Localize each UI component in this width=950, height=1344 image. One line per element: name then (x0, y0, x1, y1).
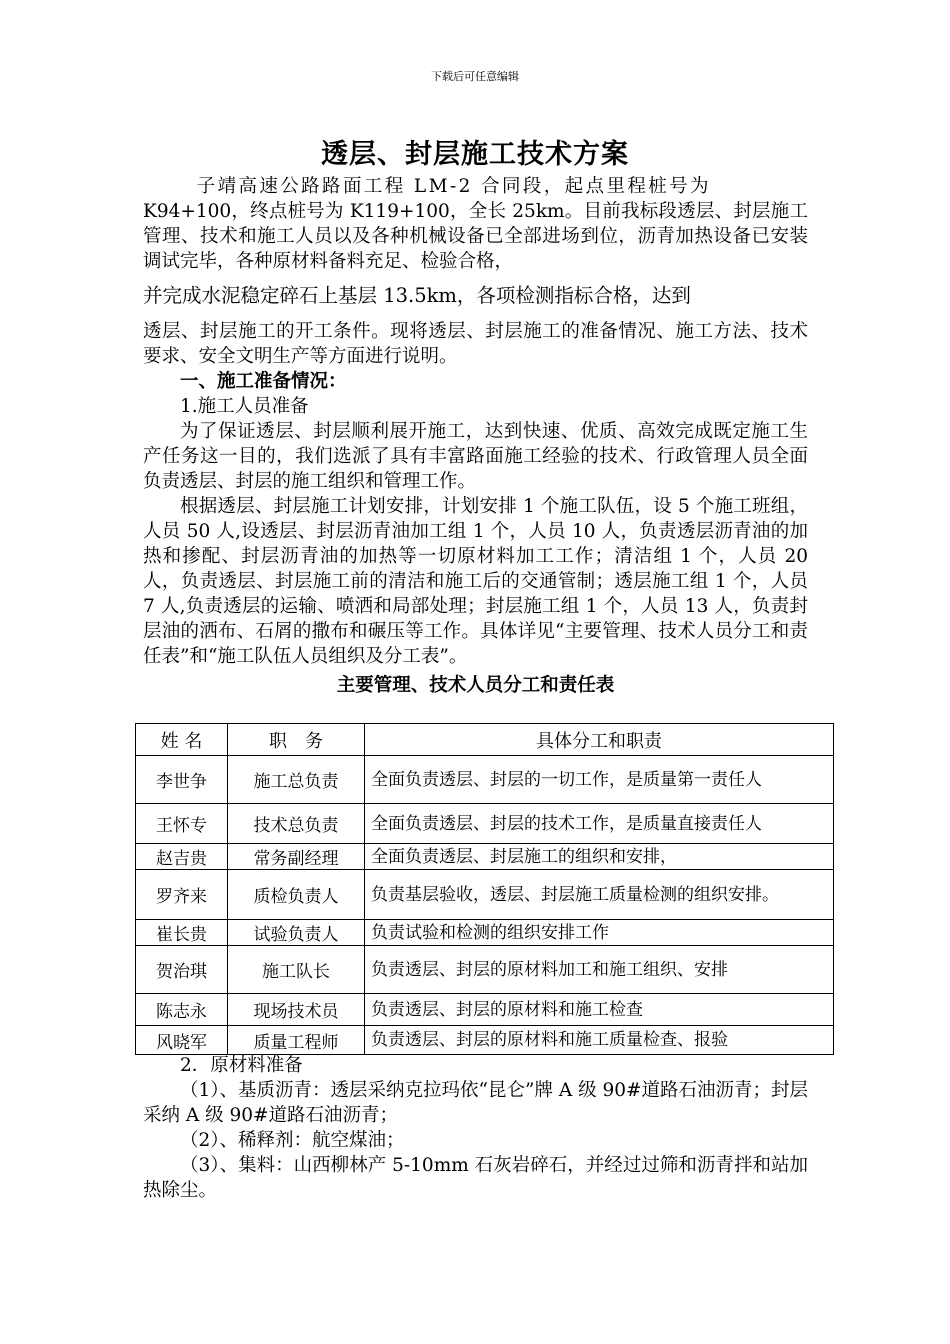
cell-name: 赵吉贵 (136, 844, 228, 870)
cell-duty: 负责透层、封层的原材料和施工质量检查、报验 (365, 1026, 834, 1055)
materials-block (143, 1053, 808, 1203)
section1-para1: 为了保证透层、封层顺利展开施工，达到快速、优质、高效完成既定施工生产任务这一目的，我们选派了具有丰富路面施工经验的技术、行政管理人员全面负责透层、封层的施工组织和管理工作。 (143, 421, 808, 492)
table-row (136, 804, 834, 844)
header-duty: 具体分工和职责 (365, 724, 834, 756)
cell-name: 崔长贵 (136, 920, 228, 946)
cell-role: 质量工程师 (228, 1026, 365, 1055)
cell-name: 贺治琪 (136, 946, 228, 994)
table-row (136, 1026, 834, 1055)
table-row (136, 870, 834, 920)
table-title: 主要管理、技术人员分工和责任表 (336, 675, 615, 696)
cell-name: 风晓军 (136, 1026, 228, 1055)
intro-line-1: 子靖高速公路路面工程 LM-2 合同段，起点里程桩号为 (196, 176, 711, 197)
table-row (136, 994, 834, 1026)
cell-role: 技术总负责 (228, 804, 365, 844)
cell-duty: 负责透层、封层的原材料和施工检查 (365, 994, 834, 1026)
table-header-row (136, 724, 834, 756)
cell-name: 罗齐来 (136, 870, 228, 920)
cell-role: 常务副经理 (228, 844, 365, 870)
cell-role: 现场技术员 (228, 994, 365, 1026)
cell-duty: 负责试验和检测的组织安排工作 (365, 920, 834, 946)
section2-sub2: 2．原材料准备 (180, 1055, 303, 1076)
section1-para2: 根据透层、封层施工计划安排，计划安排 1 个施工队伍，设 5 个施工班组，人员 50 人,设透层、封层沥青油加工组 1 个，人员 10 人，负责透层沥青油的加热和掺配、封层沥青油的加热等一切原材料加工工作；清洁组 1 个，人员 20 人，负责透层、封层施工前的清洁和施工后的交通管制；透层施工组 1 个，人员 7 人,负责透层的运输、喷洒和局部处理；封层施工组 1 个，人员 13 人，负责封层油的洒布、石屑的撒布和碾压等工作。具体详见“主要管理、技术人员分工和责任表”和“施工队伍人员组织及分工表”。 (143, 496, 808, 667)
cell-role: 施工队长 (228, 946, 365, 994)
header-name: 姓 名 (136, 724, 228, 756)
section1-heading: 一、施工准备情况： (180, 371, 347, 392)
cell-role: 施工总负责 (228, 756, 365, 804)
intro-line-6: 透层、封层施工的开工条件。现将透层、封层施工的准备情况、施工方法、技术要求、安全文明生产等方面进行说明。 (143, 321, 808, 367)
document-title: 透层、封层施工技术方案 (321, 139, 629, 170)
table-row (136, 756, 834, 804)
table-row (136, 844, 834, 870)
material-item-1: （1）、基质沥青：透层采纳克拉玛依“昆仑”牌 A 级 90#道路石油沥青；封层采纳 A 级 90#道路石油沥青； (143, 1080, 808, 1126)
cell-name: 李世争 (136, 756, 228, 804)
cell-duty: 负责透层、封层的原材料加工和施工组织、安排 (365, 946, 834, 994)
cell-name: 王怀专 (136, 804, 228, 844)
cell-duty: 全面负责透层、封层施工的组织和安排， (365, 844, 834, 870)
material-item-2: （2）、稀释剂：航空煤油； (180, 1130, 405, 1151)
header-note: 下载后可任意编辑 (431, 70, 519, 83)
intro-block (143, 174, 808, 698)
table-row (136, 920, 834, 946)
table-row (136, 946, 834, 994)
cell-duty: 全面负责透层、封层的技术工作，是质量直接责任人 (365, 804, 834, 844)
cell-name: 陈志永 (136, 994, 228, 1026)
section1-sub1: 1.施工人员准备 (180, 396, 309, 417)
cell-duty: 负责基层验收，透层、封层施工质量检测的组织安排。 (365, 870, 834, 920)
cell-duty: 全面负责透层、封层的一切工作，是质量第一责任人 (365, 756, 834, 804)
cell-role: 试验负责人 (228, 920, 365, 946)
cell-role: 质检负责人 (228, 870, 365, 920)
intro-line-5: 并完成水泥稳定碎石上基层 13.5km，各项检测指标合格，达到 (143, 284, 691, 307)
header-role: 职 务 (228, 724, 365, 756)
intro-paragraph-rest: K94+100，终点桩号为 K119+100，全长 25km。目前我标段透层、封层施工管理、技术和施工人员以及各种机械设备已全部进场到位，沥青加热设备已安装调试完毕，各种原材料备料充足、检验合格， (143, 201, 808, 272)
responsibility-table (135, 723, 834, 1055)
material-item-3: （3）、集料：山西柳林产 5-10mm 石灰岩碎石，并经过过筛和沥青拌和站加热除尘。 (143, 1155, 808, 1201)
